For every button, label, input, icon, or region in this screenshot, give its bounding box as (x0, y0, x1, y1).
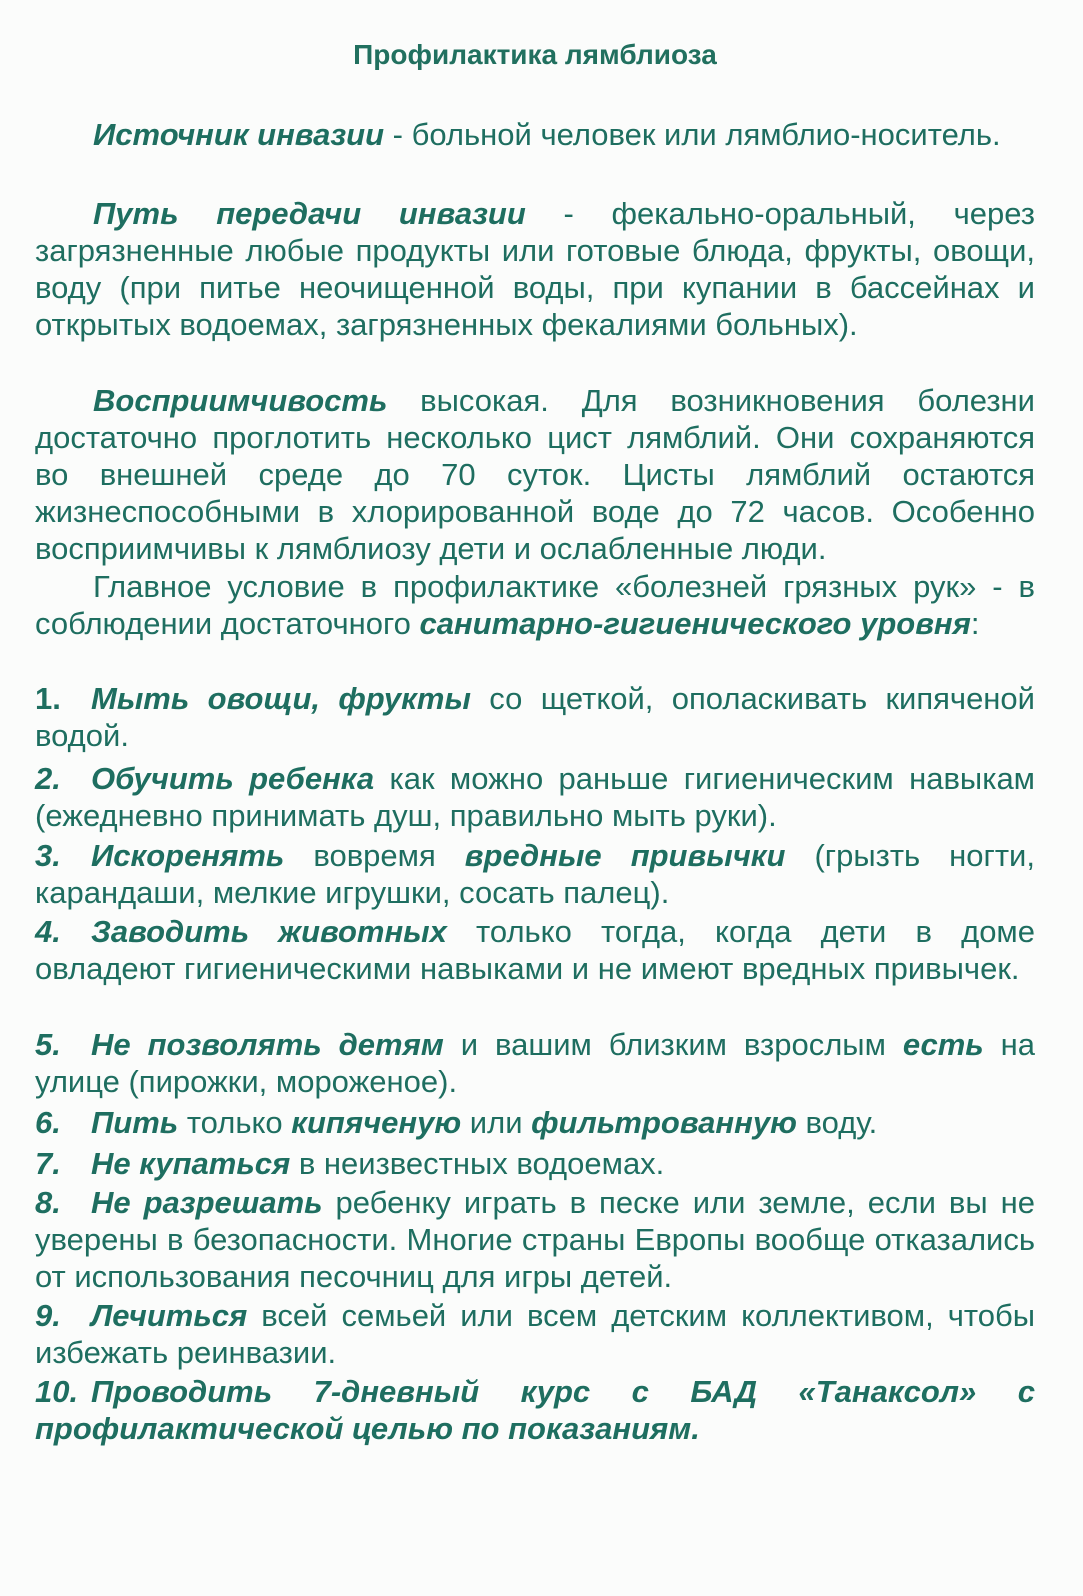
list-lead: Обучить ребенка (91, 761, 375, 796)
list-item (35, 1297, 1035, 1371)
list-item (35, 1145, 1035, 1182)
list-text: всей семьей или всем детским коллективом, чтобы избежать реинвазии. (35, 1298, 1035, 1370)
list-item (35, 1026, 1035, 1100)
document-page (35, 0, 1035, 1596)
list-number: 8. (35, 1185, 61, 1220)
list-text: ребенку играть в песке или земле, если вы не уверены в безопасности. Многие страны Европы вообще отказались от использования песочниц для игры детей. (35, 1185, 1035, 1294)
list-text: со щеткой, ополаскивать кипяченой водой. (35, 681, 1035, 753)
list-number: 1. (35, 681, 61, 716)
paragraph-main-condition (35, 568, 1035, 642)
list-lead: Не разрешать (91, 1185, 323, 1220)
list-number: 5. (35, 1027, 61, 1062)
paragraph-text: - фекально-оральный, через загрязненные любые продукты или готовые блюда, фрукты, овощи, воду (при питье неочищенной воды, при купании в бассейнах и открытых водоемах, загрязненных фекалиями больных). (35, 196, 1036, 342)
list-text: в неизвестных водоемах. (290, 1146, 665, 1181)
list-item (35, 680, 1035, 754)
paragraph-tail: : (970, 606, 980, 641)
paragraph-text: высокая. Для возникновения болезни достаточно проглотить несколько цист лямблий. Они сохраняются во внешней среде до 70 суток. Цисты лямблий остаются жизнеспособными в хлорированной воде до 72 часов. Особенно восприимчивы к лямблиозу дети и ослабленные люди. (35, 383, 1035, 566)
list-emphasis-2: фильтрованную (531, 1105, 797, 1140)
list-lead: Заводить животных (91, 914, 447, 949)
list-number: 2. (35, 761, 61, 796)
list-text: только (178, 1105, 292, 1140)
list-item (35, 837, 1035, 911)
list-emphasis: вредные привычки (464, 838, 786, 873)
list-text: и вашим близким взрослым (443, 1027, 903, 1062)
list-tail: (грызть ногти, карандаши, мелкие игрушки, сосать палец). (35, 838, 1035, 910)
list-text: вовремя (284, 838, 465, 873)
paragraph-susceptibility (35, 382, 1035, 567)
list-emphasis: есть (902, 1027, 984, 1062)
list-item (35, 1104, 1035, 1141)
list-text: только тогда, когда дети в доме овладеют гигиеническими навыками и не имеют вредных привычек. (35, 914, 1035, 986)
list-text: Проводить 7-дневный курс с БАД «Танаксол» с профилактической целью по показаниям. (35, 1374, 1035, 1446)
list-number: 7. (35, 1146, 61, 1181)
document-title: Профилактика лямблиоза (353, 39, 717, 70)
list-number: 6. (35, 1105, 61, 1140)
paragraph-lead: Путь передачи инвазии (93, 196, 526, 231)
list-tail: воду. (796, 1105, 878, 1140)
list-number: 4. (35, 914, 61, 949)
paragraph-source (35, 116, 1035, 153)
list-text: как можно раньше гигиеническим навыкам (ежедневно принимать душ, правильно мыть руки). (35, 761, 1035, 833)
list-item (35, 760, 1035, 834)
list-item (35, 1184, 1035, 1295)
paragraph-lead: Источник инвазии (93, 117, 385, 152)
list-lead: Пить (91, 1105, 179, 1140)
paragraph-transmission (35, 195, 1035, 343)
list-item (35, 1373, 1035, 1447)
paragraph-text: - больной человек или лямблио-носитель. (384, 117, 1001, 152)
list-middle: или (461, 1105, 532, 1140)
list-lead: Не позволять детям (91, 1027, 444, 1062)
paragraph-lead: Восприимчивость (93, 383, 388, 418)
list-number: 10. (35, 1374, 79, 1409)
list-number: 9. (35, 1298, 61, 1333)
list-lead: Мыть овощи, фрукты (91, 681, 471, 716)
list-lead: Не купаться (91, 1146, 291, 1181)
list-number: 3. (35, 838, 61, 873)
paragraph-text: Главное условие в профилактике «болезней грязных рук» - в соблюдении достаточного (35, 569, 1035, 641)
list-tail: на улице (пирожки, мороженое). (35, 1027, 1035, 1099)
list-lead: Искоренять (91, 838, 285, 873)
list-emphasis: кипяченую (291, 1105, 462, 1140)
list-item (35, 913, 1035, 987)
paragraph-emphasis: санитарно-гигиенического уровня (419, 606, 971, 641)
list-lead: Лечиться (91, 1298, 248, 1333)
